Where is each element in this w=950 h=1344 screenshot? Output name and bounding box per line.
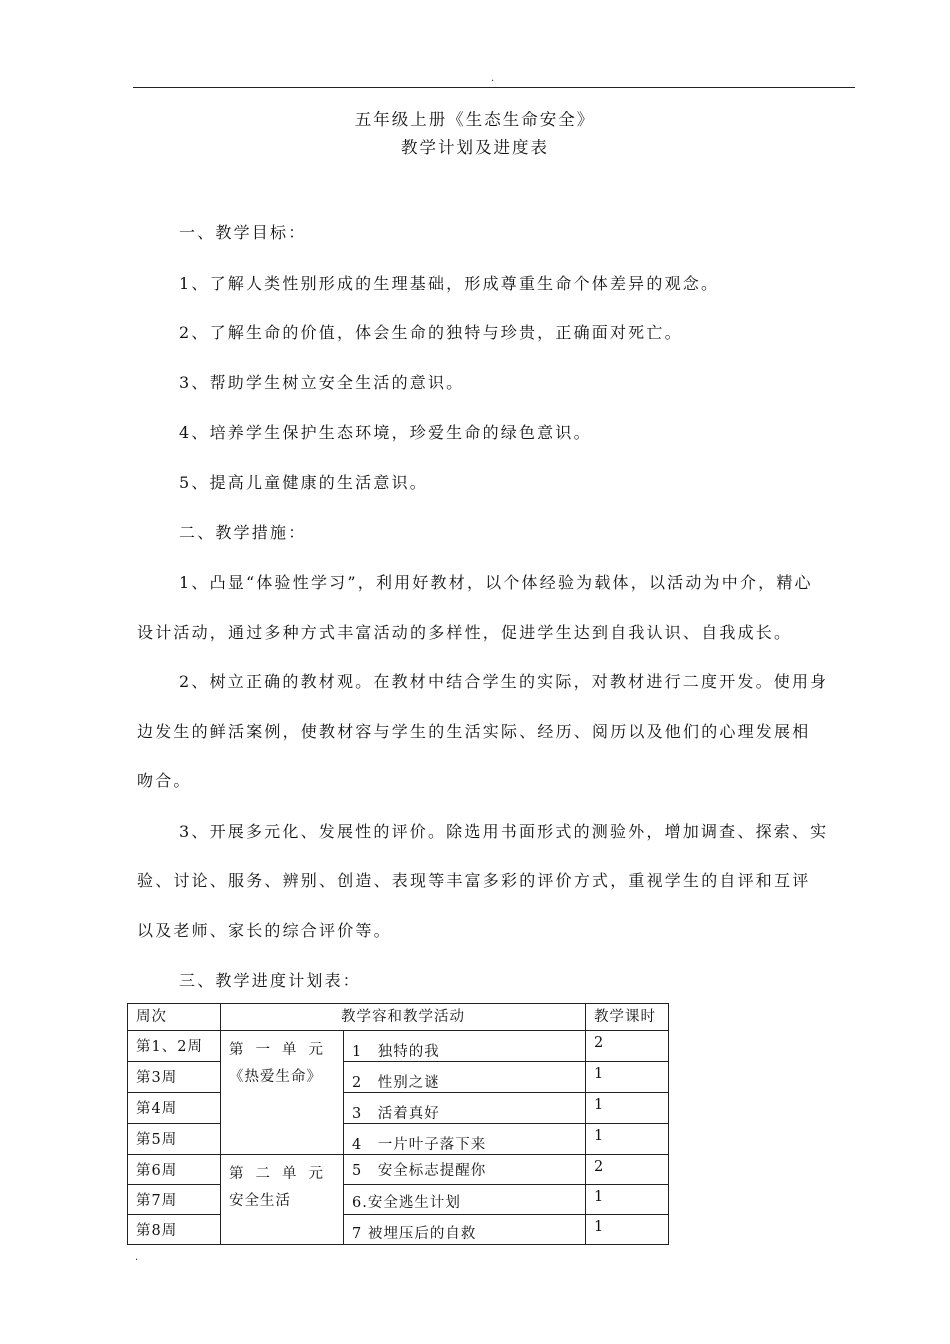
activity-cell: 2 性别之谜 (352, 1075, 440, 1091)
hours-cell: 2 (594, 1035, 605, 1051)
measure-paragraph-line: 边发生的鲜活案例，使教材容与学生的生活实际、经历、阅历以及他们的心理发展相 (137, 722, 811, 741)
goal-item: 2、了解生命的价值，体会生命的独特与珍贵，正确面对死亡。 (179, 323, 683, 342)
document-subtitle: 教学计划及进度表 (401, 138, 549, 157)
activity-cell: 6.安全逃生计划 (352, 1195, 461, 1211)
unit-cell (221, 1155, 344, 1245)
table-row (128, 1031, 669, 1062)
hours-cell: 1 (594, 1066, 605, 1082)
footer-mark: . (135, 1252, 139, 1263)
activity-cell: 4 一片叶子落下来 (352, 1137, 487, 1153)
unit-cell (221, 1031, 344, 1155)
unit-subtitle: 《热爱生命》 (229, 1069, 322, 1085)
header-mark: . (491, 73, 495, 84)
hours-cell: 1 (594, 1219, 605, 1235)
week-cell: 第1、2周 (136, 1039, 203, 1055)
week-cell: 第8周 (136, 1223, 178, 1239)
unit-name: 第二单元 (229, 1166, 335, 1182)
week-cell: 第3周 (136, 1070, 178, 1086)
unit-subtitle: 安全生活 (229, 1193, 291, 1209)
hours-cell: 1 (594, 1128, 605, 1144)
header-week: 周次 (128, 1004, 221, 1031)
schedule-table (127, 1003, 669, 1245)
section-heading-measures: 二、教学措施： (179, 523, 307, 542)
goal-item: 1、了解人类性别形成的生理基础，形成尊重生命个体差异的观念。 (179, 274, 720, 293)
hours-cell: 2 (594, 1159, 605, 1175)
week-cell: 第6周 (136, 1163, 178, 1179)
week-cell: 第7周 (136, 1193, 178, 1209)
activity-cell: 5 安全标志提醒你 (352, 1163, 487, 1179)
header-rule (133, 87, 855, 88)
header-hours: 教学课时 (586, 1004, 669, 1031)
table-row (128, 1093, 669, 1124)
measure-paragraph-line: 设计活动，通过多种方式丰富活动的多样性，促进学生达到自我认识、自我成长。 (137, 623, 793, 642)
section-heading-goals: 一、教学目标： (179, 223, 307, 242)
measure-paragraph-line: 以及老师、家长的综合评价等。 (137, 921, 392, 940)
goal-item: 3、帮助学生树立安全生活的意识。 (179, 373, 465, 392)
unit-name: 第一单元 (229, 1042, 335, 1058)
measure-paragraph-line: 1、凸显“体验性学习”，利用好教材，以个体经验为载体，以活动为中介，精心 (179, 573, 813, 592)
measure-paragraph-line: 2、树立正确的教材观。在教材中结合学生的实际，对教材进行二度开发。使用身 (179, 672, 829, 691)
activity-cell: 7 被埋压后的自救 (352, 1226, 477, 1242)
document-title: 五年级上册《生态生命安全》 (354, 110, 596, 129)
table-row (128, 1215, 669, 1245)
goal-item: 4、培养学生保护生态环境，珍爱生命的绿色意识。 (179, 423, 592, 442)
table-row (128, 1062, 669, 1093)
table-header-row (128, 1004, 669, 1031)
measure-paragraph-line: 吻合。 (137, 771, 192, 790)
hours-cell: 1 (594, 1097, 605, 1113)
week-cell: 第4周 (136, 1101, 178, 1117)
hours-cell: 1 (594, 1189, 605, 1205)
table-row (128, 1185, 669, 1215)
activity-cell: 1 独特的我 (352, 1044, 440, 1060)
measure-paragraph-line: 3、开展多元化、发展性的评价。除选用书面形式的测验外，增加调查、探索、实 (179, 822, 829, 841)
week-cell: 第5周 (136, 1132, 178, 1148)
table-row (128, 1155, 669, 1185)
table-row (128, 1124, 669, 1155)
header-activity: 教学容和教学活动 (221, 1004, 586, 1031)
activity-cell: 3 活着真好 (352, 1106, 440, 1122)
measure-paragraph-line: 验、讨论、服务、辨别、创造、表现等丰富多彩的评价方式，重视学生的自评和互评 (137, 871, 811, 890)
goal-item: 5、提高儿童健康的生活意识。 (179, 473, 428, 492)
section-heading-schedule: 三、教学进度计划表： (179, 971, 362, 990)
